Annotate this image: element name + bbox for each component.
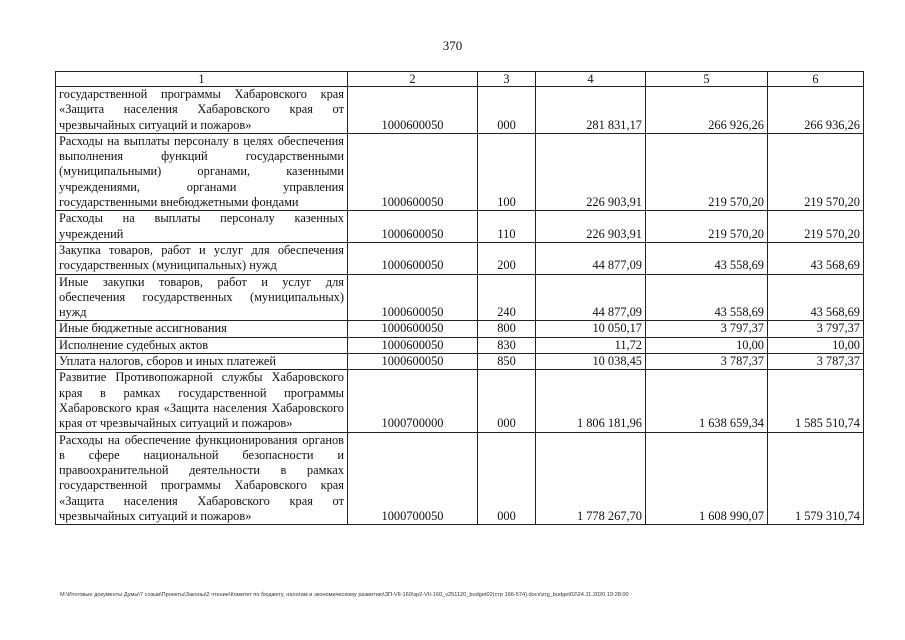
row-value-2: 43 558,69	[646, 242, 768, 274]
table-row	[56, 211, 864, 243]
row-name: государственной программы Хабаровского края «Защита населения Хабаровского края от чрезвычайных ситуаций и пожаров»	[56, 87, 348, 134]
row-name: Иные закупки товаров, работ и услуг для обеспечения государственных (муниципальных) нужд	[56, 274, 348, 321]
column-header: 1	[56, 72, 348, 87]
row-expense-type: 850	[478, 354, 536, 370]
row-value-3: 10,00	[768, 337, 864, 353]
column-header: 6	[768, 72, 864, 87]
row-value-1: 44 877,09	[536, 274, 646, 321]
header-row	[56, 72, 864, 87]
table-row	[56, 370, 864, 432]
column-header: 5	[646, 72, 768, 87]
table-row	[56, 274, 864, 321]
row-value-1: 226 903,91	[536, 211, 646, 243]
row-value-3: 3 787,37	[768, 354, 864, 370]
row-value-3: 1 585 510,74	[768, 370, 864, 432]
row-expense-type: 110	[478, 211, 536, 243]
row-value-2: 219 570,20	[646, 133, 768, 210]
table-row	[56, 87, 864, 134]
row-value-3: 43 568,69	[768, 242, 864, 274]
row-expense-type: 000	[478, 370, 536, 432]
row-code: 1000600050	[348, 242, 478, 274]
row-name: Уплата налогов, сборов и иных платежей	[56, 354, 348, 370]
row-value-1: 1 806 181,96	[536, 370, 646, 432]
row-value-1: 1 778 267,70	[536, 432, 646, 525]
column-header: 3	[478, 72, 536, 87]
row-code: 1000600050	[348, 321, 478, 337]
column-header: 4	[536, 72, 646, 87]
row-expense-type: 100	[478, 133, 536, 210]
table-row	[56, 337, 864, 353]
row-code: 1000600050	[348, 211, 478, 243]
row-name: Расходы на выплаты персоналу в целях обеспечения выполнения функций государственными (муниципальными) органами, казенными учреждениями, органами управления государственными внебюджетными фондами	[56, 133, 348, 210]
table-row	[56, 242, 864, 274]
column-header: 2	[348, 72, 478, 87]
row-value-3: 266 936,26	[768, 87, 864, 134]
row-expense-type: 200	[478, 242, 536, 274]
row-value-2: 219 570,20	[646, 211, 768, 243]
row-value-2: 43 558,69	[646, 274, 768, 321]
table-row	[56, 321, 864, 337]
row-code: 1000700050	[348, 432, 478, 525]
table-row	[56, 133, 864, 210]
row-value-1: 10 050,17	[536, 321, 646, 337]
row-value-3: 1 579 310,74	[768, 432, 864, 525]
row-value-2: 10,00	[646, 337, 768, 353]
row-code: 1000600050	[348, 354, 478, 370]
row-value-1: 44 877,09	[536, 242, 646, 274]
row-code: 1000600050	[348, 337, 478, 353]
row-value-3: 3 797,37	[768, 321, 864, 337]
row-value-2: 1 638 659,34	[646, 370, 768, 432]
row-name: Исполнение судебных актов	[56, 337, 348, 353]
row-expense-type: 830	[478, 337, 536, 353]
row-value-1: 10 038,45	[536, 354, 646, 370]
budget-table	[55, 71, 864, 525]
row-value-2: 266 926,26	[646, 87, 768, 134]
row-value-1: 11,72	[536, 337, 646, 353]
row-name: Закупка товаров, работ и услуг для обеспечения государственных (муниципальных) нужд	[56, 242, 348, 274]
row-code: 1000700000	[348, 370, 478, 432]
row-code: 1000600050	[348, 274, 478, 321]
row-name: Расходы на выплаты персоналу казенных учреждений	[56, 211, 348, 243]
row-name: Иные бюджетные ассигнования	[56, 321, 348, 337]
row-value-2: 3 797,37	[646, 321, 768, 337]
row-name: Развитие Противопожарной службы Хабаровского края в рамках государственной программы Хабаровского края «Защита населения Хабаровского края от чрезвычайных ситуаций и пожаров»	[56, 370, 348, 432]
row-value-3: 219 570,20	[768, 211, 864, 243]
page-number: 370	[442, 38, 463, 53]
row-value-2: 3 787,37	[646, 354, 768, 370]
row-expense-type: 800	[478, 321, 536, 337]
row-value-1: 281 831,17	[536, 87, 646, 134]
file-path-footer: M:\Итоговые документы Думы\7 созыв\Проекты\Законы\2 чтение\Комитет по бюджету, налогам и экономическому развитию\ЗП-VII-160\зр2-VII-160_v251120_budget02(стр 166-574).docx\zrg_budget02\24.11.2020 19:28:00	[60, 592, 629, 598]
row-value-2: 1 608 990,07	[646, 432, 768, 525]
row-code: 1000600050	[348, 133, 478, 210]
row-value-3: 219 570,20	[768, 133, 864, 210]
table-row	[56, 354, 864, 370]
row-value-1: 226 903,91	[536, 133, 646, 210]
row-value-3: 43 568,69	[768, 274, 864, 321]
table-row	[56, 432, 864, 525]
row-expense-type: 000	[478, 432, 536, 525]
row-name: Расходы на обеспечение функционирования органов в сфере национальной безопасности и правоохранительной деятельности в рамках государственной программы Хабаровского края «Защита населения Хабаровского края от чрезвычайных ситуаций и пожаров»	[56, 432, 348, 525]
row-expense-type: 000	[478, 87, 536, 134]
row-code: 1000600050	[348, 87, 478, 134]
row-expense-type: 240	[478, 274, 536, 321]
